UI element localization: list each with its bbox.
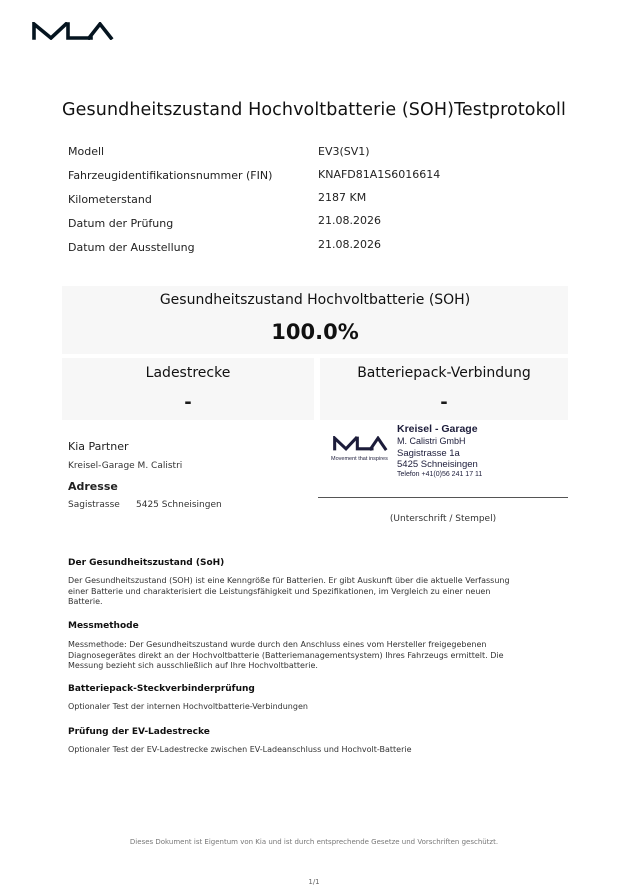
page-number: 1/1	[308, 878, 320, 886]
stamp-line-2: M. Calistri GmbH	[397, 436, 466, 446]
stamp-kia-logo	[332, 436, 388, 451]
info-value-model: EV3(SV1)	[318, 145, 370, 158]
section-line: Diagnosegerätes direkt an der Hochvoltbatterie (Batteriemanagementsystem) Ihres Fahrzeugs ermittelt. Die	[68, 650, 504, 660]
section-body-method	[68, 640, 504, 672]
stamp-line-1: Kreisel - Garage	[397, 423, 478, 435]
kia-logo	[31, 22, 115, 40]
partner-name: Kreisel-Garage M. Calistri	[68, 461, 183, 471]
soh-value: 100.0%	[271, 320, 359, 344]
info-value-mileage: 2187 KM	[318, 191, 367, 204]
info-value-test-date: 21.08.2026	[318, 214, 381, 227]
section-heading-soh: Der Gesundheitszustand (SoH)	[68, 558, 225, 568]
batteriepack-value: -	[440, 392, 448, 413]
info-label-model: Modell	[68, 145, 105, 158]
section-line: Messung bezieht sich ausschließlich auf Ihre Hochvoltbatterie.	[68, 661, 318, 670]
section-body-charging	[68, 745, 412, 756]
stamp-line-3: Sagistrasse 1a	[397, 448, 460, 459]
info-label-issue-date: Datum der Ausstellung	[68, 241, 195, 254]
section-body-soh	[68, 576, 510, 608]
section-line: Batterie.	[68, 597, 103, 606]
section-line: Optionaler Test der EV-Ladestrecke zwischen EV-Ladeanschluss und Hochvolt-Batterie	[68, 745, 412, 754]
ladestrecke-value: -	[184, 392, 192, 413]
address-label: Adresse	[68, 480, 118, 493]
signature-caption: (Unterschrift / Stempel)	[389, 514, 497, 524]
address-city: 5425 Schneisingen	[136, 500, 222, 510]
signature-line	[318, 497, 568, 498]
section-line: Der Gesundheitszustand (SOH) ist eine Kenngröße für Batterien. Er gibt Auskunft über die aktuelle Verfassung	[68, 576, 510, 585]
batteriepack-title: Batteriepack-Verbindung	[357, 365, 531, 381]
soh-title: Gesundheitszustand Hochvoltbatterie (SOH)	[159, 292, 471, 308]
info-value-vin: KNAFD81A1S6016614	[318, 168, 441, 181]
section-line: Optionaler Test der internen Hochvoltbatterie-Verbindungen	[68, 702, 308, 711]
section-line: einer Batterie und charakterisiert die Leistungsfähigkeit und Spezifikationen, im Vergleich zu einer neuen	[68, 586, 491, 596]
stamp-tagline: Movement that inspires	[331, 456, 388, 462]
section-heading-connector: Batteriepack-Steckverbinderprüfung	[68, 684, 255, 694]
info-label-mileage: Kilometerstand	[68, 193, 152, 206]
info-label-vin: Fahrzeugidentifikationsnummer (FIN)	[68, 169, 273, 182]
section-heading-method: Messmethode	[68, 621, 139, 631]
section-line: Messmethode: Der Gesundheitszustand wurde durch den Anschluss eines vom Hersteller freigegebenen	[68, 640, 487, 649]
footer-notice: Dieses Dokument ist Eigentum von Kia und ist durch entsprechende Gesetze und Vorschriften geschützt.	[129, 838, 499, 846]
section-body-connector	[68, 702, 308, 713]
info-value-issue-date: 21.08.2026	[318, 238, 381, 251]
document-title: Gesundheitszustand Hochvoltbatterie (SOH)Testprotokoll	[62, 100, 566, 120]
section-heading-charging: Prüfung der EV-Ladestrecke	[68, 727, 210, 737]
address-street: Sagistrasse	[68, 500, 120, 510]
ladestrecke-title: Ladestrecke	[145, 365, 231, 381]
info-label-test-date: Datum der Prüfung	[68, 217, 174, 230]
partner-label: Kia Partner	[68, 440, 129, 453]
stamp-line-4: 5425 Schneisingen	[397, 459, 478, 470]
stamp-line-5: Telefon +41(0)56 241 17 11	[397, 471, 483, 478]
